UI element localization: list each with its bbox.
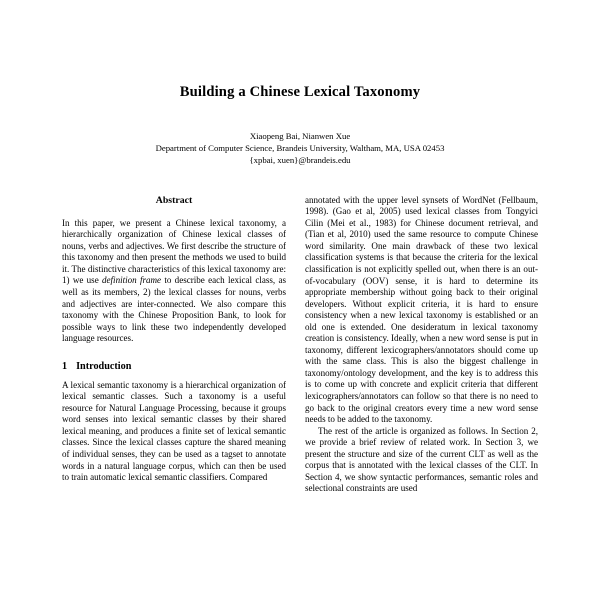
section-title: Introduction: [76, 360, 132, 372]
abstract-emphasis: definition frame: [102, 275, 162, 286]
abstract-text-part2: to describe each lexical class, as well as its members, 2) the lexical classes for nouns, verbs and adjectives are inter-connected. We also compare this taxonomy with the Chinese Proposition Bank, to look for possible ways to link these two independently developed language resources.: [62, 275, 286, 344]
abstract-heading: Abstract: [155, 194, 193, 206]
introduction-paragraph-1: A lexical semantic taxonomy is a hierarchical organization of lexical semantic classes. Such a taxonomy is a useful resource for Natural Language Processing, because it groups word senses into lexical semantic classes by their shared lexical meaning, and produces a finite set of lexical semantic classes. Since the lexical classes capture the shared meaning of individual senses, they can be used as a tagset to annotate words in a natural language corpus, which can then be used to train automatic lexical semantic classifiers. Compared: [62, 379, 286, 483]
title-block: [62, 0, 538, 167]
email-line: {xpbai, xuen}@brandeis.edu: [249, 155, 351, 166]
abstract-text-part1: In this paper, we present a Chinese lexical taxonomy, a hierarchically organization of Chinese lexical classes of nouns, verbs and adjectives. We first describe the structure of this taxonomy and then present the methods we used to build it. The distinctive characteristics of this lexical taxonomy are: 1) we use: [62, 217, 286, 286]
article-organization-paragraph: The rest of the article is organized as follows. In Section 2, we provide a brief review of related work. In Section 3, we present the structure and size of the current CLT as well as the corpus that is annotated with the lexical classes of the CLT. In Section 4, we show syntactic performances, semantic roles and selectional constraints are used: [305, 425, 538, 494]
section-heading-introduction: [62, 361, 286, 372]
section-number: 1: [62, 360, 68, 372]
abstract-paragraph: [62, 218, 286, 345]
related-work-paragraph: annotated with the upper level synsets of WordNet (Fellbaum, 1998). (Gao et al, 2005) used lexical classes from Tongyici Cilin (Mei et al., 1983) for Chinese document retrieval, and (Tian et al, 2010) used the same resource to compute Chinese word similarity. One main drawback of these two lexical classification systems is that because the criteria for the lexical classification is not explicitly spelled out, when there is an out-of-vocabulary (OOV) sense, it is hard to determine its appropriate membership without going back to their original developers. Without explicit criteria, it is hard to ensure consistency when a new lexical taxonomy is established or an old one is extended. One desideratum in lexical taxonomy creation is consistency. Ideally, when a new word sense is put in taxonomy, different lexicographers/annotators should come up with the same class. This is also the biggest challenge in taxonomy/ontology development, and the key is to address this is to come up with concrete and explicit criteria that different lexicographers/annotators can follow so that there is no need to go back to the original creators every time a new word sense needs to be added to the taxonomy.: [305, 194, 538, 425]
left-column: [62, 195, 286, 484]
affiliation-line: Department of Computer Science, Brandeis University, Waltham, MA, USA 02453: [155, 142, 445, 153]
right-column: [305, 195, 538, 495]
page-title: Building a Chinese Lexical Taxonomy: [179, 84, 421, 100]
author-list: Xiaopeng Bai, Nianwen Xue: [249, 130, 351, 141]
two-column-body: [62, 195, 538, 615]
